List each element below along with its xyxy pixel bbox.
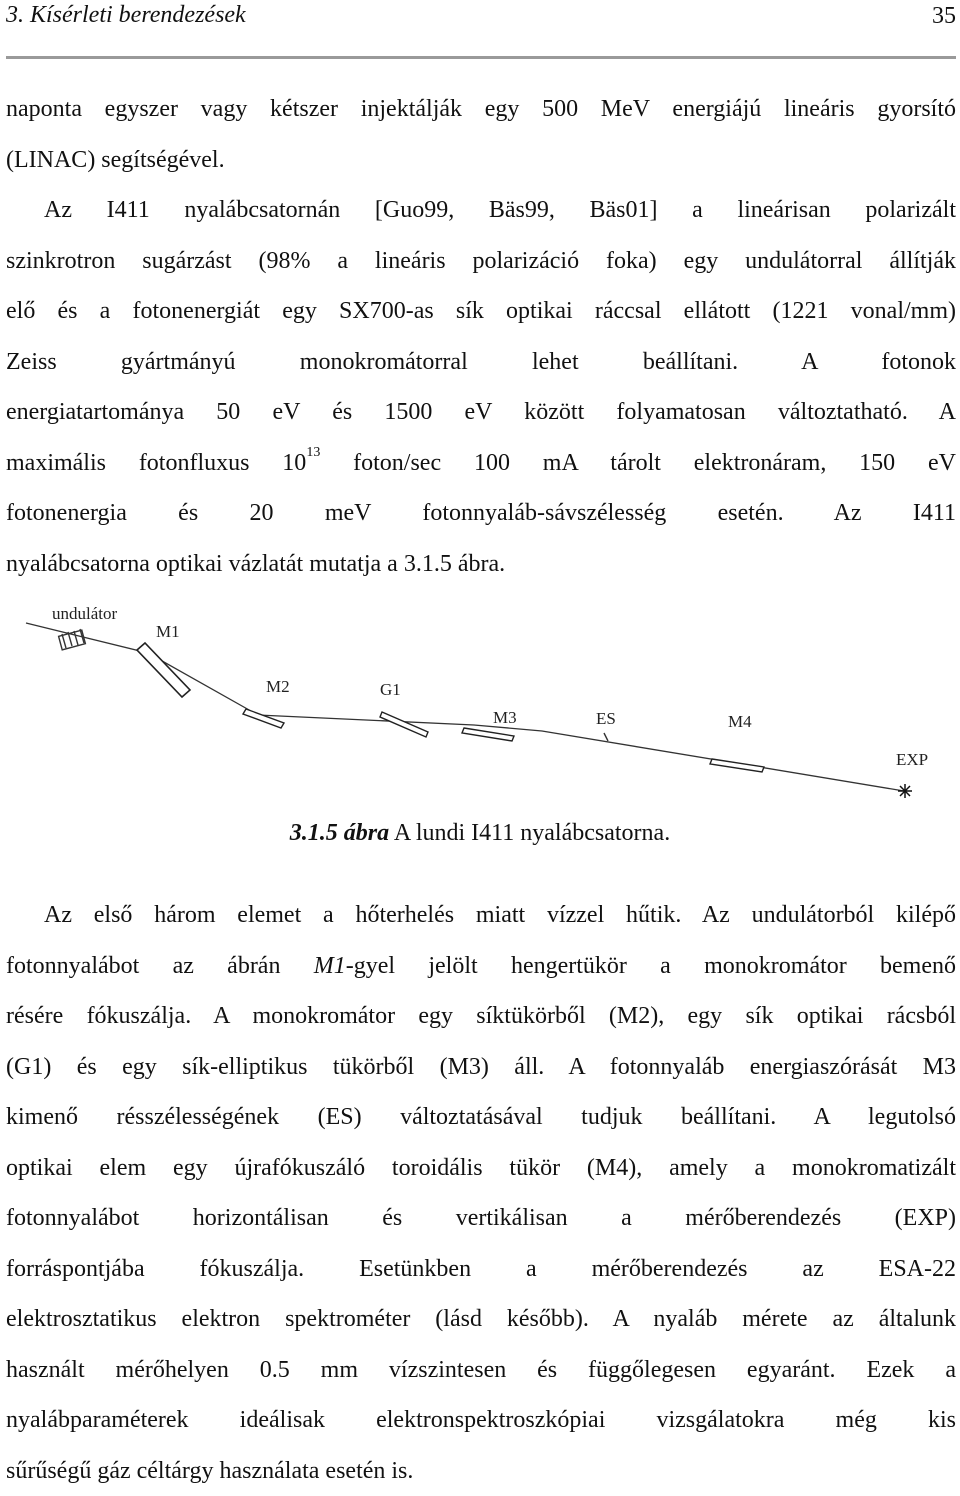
beamline-schematic (0, 595, 960, 810)
text-fragment: foton/sec 100 mA tárolt elektronáram, 150 eV (320, 450, 956, 476)
m1-label: M1 (156, 622, 180, 641)
es-slit-icon (604, 733, 608, 741)
figure-caption (0, 820, 960, 847)
text-line-with-exponent (6, 438, 956, 489)
g1-label: G1 (380, 680, 401, 699)
g1-grating-icon (380, 712, 428, 737)
text-line (6, 941, 956, 992)
text-line: Az első három elemet a hőterhelés miatt vízzel hűtik. Az undulátorból kilépő (6, 890, 956, 941)
beam-path (26, 623, 904, 791)
text-line: energiatartománya 50 eV és 1500 eV között folyamatosan változtatható. A (6, 387, 956, 438)
text-line: résére fókuszálja. A monokromátor egy síktükörből (M2), egy sík optikai rácsból (6, 991, 956, 1042)
chapter-title: 3. Kísérleti berendezések (6, 2, 246, 29)
page-header (0, 0, 960, 40)
text-line: (LINAC) segítségével. (6, 135, 956, 186)
text-line: nyalábcsatorna optikai vázlatát mutatja a 3.1.5 ábra. (6, 539, 956, 590)
text-line: szinkrotron sugárzást (98% a lineáris polarizáció foka) egy undulátorral állítják (6, 236, 956, 287)
caption-text: A lundi I411 nyalábcsatorna. (389, 820, 670, 846)
text-line: fotonnyalábot horizontálisan és vertikálisan a mérőberendezés (EXP) (6, 1193, 956, 1244)
paragraph-3 (6, 890, 956, 1496)
text-line: (G1) és egy sík-elliptikus tükörből (M3) áll. A fotonnyaláb energiaszórását M3 (6, 1042, 956, 1093)
undulator-label: undulátor (52, 604, 117, 623)
text-fragment: fotonnyalábot az ábrán (6, 953, 314, 979)
es-label: ES (596, 709, 616, 728)
text-line: Zeiss gyártmányú monokromátorral lehet beállítani. A fotonok (6, 337, 956, 388)
m4-mirror-icon (710, 759, 764, 772)
text-line: Az I411 nyalábcsatornán [Guo99, Bäs99, Bäs01] a lineárisan polarizált (6, 185, 956, 236)
m3-mirror-icon (462, 728, 514, 741)
paragraph-1 (6, 84, 956, 185)
caption-label: 3.1.5 ábra (290, 820, 389, 846)
text-line: nyalábparaméterek ideálisak elektronspektroszkópiai vizsgálatokra még kis (6, 1395, 956, 1446)
text-line: sűrűségű gáz céltárgy használata esetén is. (6, 1446, 956, 1496)
exponent: 13 (306, 445, 320, 460)
header-rule (6, 56, 956, 59)
m3-label: M3 (493, 708, 517, 727)
text-line: optikai elem egy újrafókuszáló toroidális tükör (M4), amely a monokromatizált (6, 1143, 956, 1194)
m2-mirror-icon (243, 709, 284, 728)
m2-label: M2 (266, 677, 290, 696)
text-fragment: -gyel jelölt hengertükör a monokromátor bemenő (346, 953, 956, 979)
m1-mirror-icon (137, 643, 190, 697)
m4-label: M4 (728, 712, 752, 731)
text-line: naponta egyszer vagy kétszer injektálják egy 500 MeV energiájú lineáris gyorsító (6, 84, 956, 135)
text-line: forráspontjába fókuszálja. Esetünkben a mérőberendezés az ESA-22 (6, 1244, 956, 1295)
exp-focus-icon (898, 784, 912, 798)
italic-term: M1 (314, 953, 346, 979)
exp-label: EXP (896, 750, 928, 769)
paragraph-2 (6, 185, 956, 589)
page-number: 35 (932, 3, 956, 30)
text-line: elő és a fotonenergiát egy SX700-as sík optikai ráccsal ellátott (1221 vonal/mm) (6, 286, 956, 337)
text-line: használt mérőhelyen 0.5 mm vízszintesen és függőlegesen egyaránt. Ezek a (6, 1345, 956, 1396)
text-line: fotonenergia és 20 meV fotonnyaláb-sávszélesség esetén. Az I411 (6, 488, 956, 539)
text-line: kimenő résszélességének (ES) változtatásával tudjuk beállítani. A legutolsó (6, 1092, 956, 1143)
text-fragment: maximális fotonfluxus 10 (6, 450, 306, 476)
text-line: elektrosztatikus elektron spektrométer (lásd később). A nyaláb mérete az általunk (6, 1294, 956, 1345)
